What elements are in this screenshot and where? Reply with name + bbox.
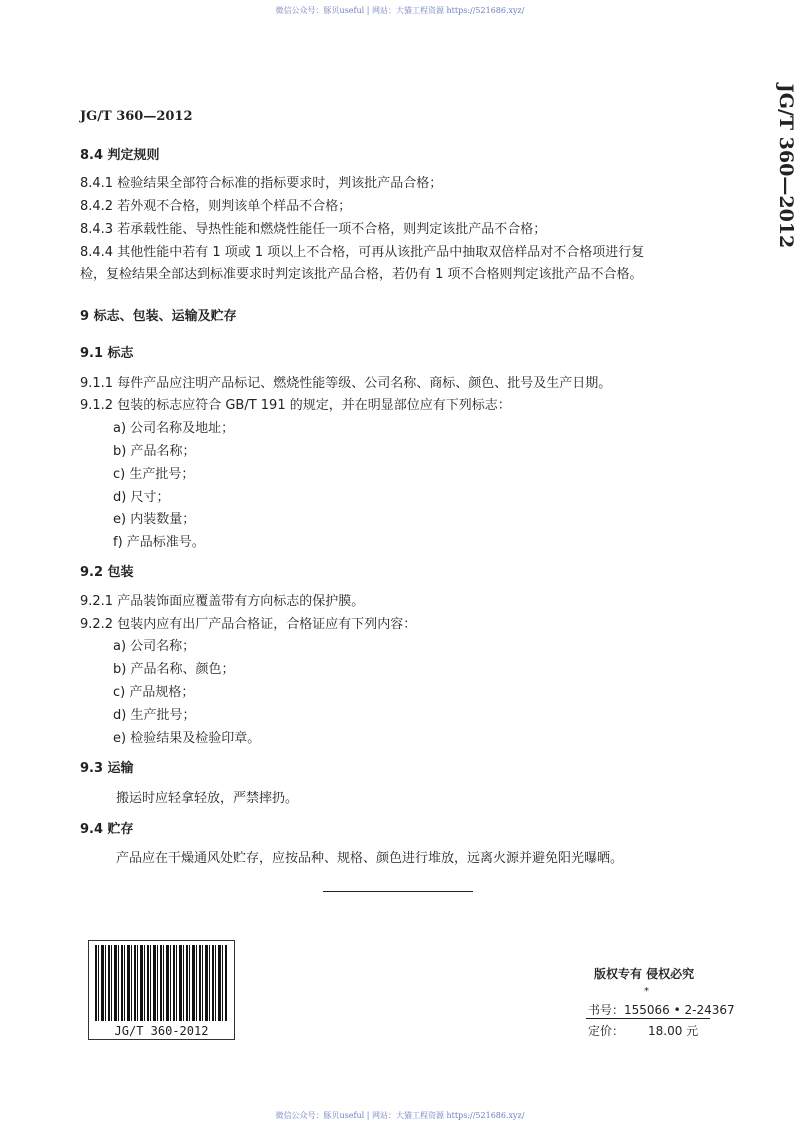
text-line: 9.1.1 每件产品应注明产品标记、燃烧性能等级、公司名称、商标、颜色、批号及生产日期。 [80, 376, 612, 391]
text-line: 8.4.2 若外观不合格，则判该单个样品不合格； [80, 199, 352, 214]
text-line: b) 产品名称； [113, 444, 196, 459]
star-mark: * [644, 986, 649, 997]
text-line: a) 公司名称； [113, 639, 196, 654]
text-line: d) 尺寸； [113, 490, 170, 505]
text-line: e) 检验结果及检验印章。 [113, 731, 261, 746]
price-value: 18.00 元 [648, 1024, 699, 1038]
section-heading: 9.4 贮存 [80, 822, 134, 837]
text-line: c) 产品规格； [113, 685, 195, 700]
price-rule [586, 1018, 710, 1019]
end-rule [323, 891, 473, 892]
text-line: a) 公司名称及地址； [113, 421, 235, 436]
copyright-notice: 版权专有 侵权必究 [594, 967, 695, 981]
text-line: 9.2.1 产品装饰面应覆盖带有方向标志的保护膜。 [80, 594, 365, 609]
watermark-bottom: 微信公众号：豚贝useful | 网站：大猫工程资源 https://521686.xyz/ [275, 1111, 525, 1120]
barcode-bars [95, 945, 228, 1021]
text-line: e) 内装数量； [113, 512, 196, 527]
text-line: 9.2.2 包装内应有出厂产品合格证，合格证应有下列内容： [80, 617, 417, 632]
price-label: 定价： [588, 1024, 625, 1038]
text-line: 8.4.3 若承载性能、导热性能和燃烧性能任一项不合格，则判定该批产品不合格； [80, 222, 547, 237]
section-heading: 9.2 包装 [80, 565, 134, 580]
watermark-top: 微信公众号：豚贝useful | 网站：大猫工程资源 https://521686.xyz/ [275, 6, 525, 15]
book-number: 书号：155066 • 2-24367 [588, 1003, 735, 1017]
section-heading: 9.1 标志 [80, 346, 134, 361]
side-code-text: JG/T 360—2012 [775, 83, 798, 249]
barcode-label: JG/T 360-2012 [114, 1024, 209, 1038]
text-line: b) 产品名称、颜色； [113, 662, 235, 677]
text-line: 8.4.4 其他性能中若有 1 项或 1 项以上不合格，可再从该批产品中抽取双倍样品对不合格项进行复 [80, 245, 645, 260]
text-line: 产品应在干燥通风处贮存，应按品种、规格、颜色进行堆放，远离火源并避免阳光曝晒。 [116, 851, 624, 866]
text-line: c) 生产批号； [113, 467, 195, 482]
text-line: d) 生产批号； [113, 708, 196, 723]
section-heading: 9 标志、包装、运输及贮存 [80, 309, 237, 324]
text-line: 搬运时应轻拿轻放，严禁摔扔。 [116, 791, 299, 806]
section-heading: 9.3 运输 [80, 761, 134, 776]
section-heading: 8.4 判定规则 [80, 148, 160, 163]
text-line: 9.1.2 包装的标志应符合 GB/T 191 的规定，并在明显部位应有下列标志： [80, 398, 511, 413]
side-standard-code [754, 83, 798, 249]
text-line: 8.4.1 检验结果全部符合标准的指标要求时，判该批产品合格； [80, 176, 443, 191]
text-line: f) 产品标准号。 [113, 535, 205, 550]
barcode [88, 940, 235, 1040]
page-header-code: JG/T 360—2012 [80, 109, 193, 124]
text-line: 检，复检结果全部达到标准要求时判定该批产品合格，若仍有 1 项不合格则判定该批产品不合格。 [80, 267, 643, 282]
